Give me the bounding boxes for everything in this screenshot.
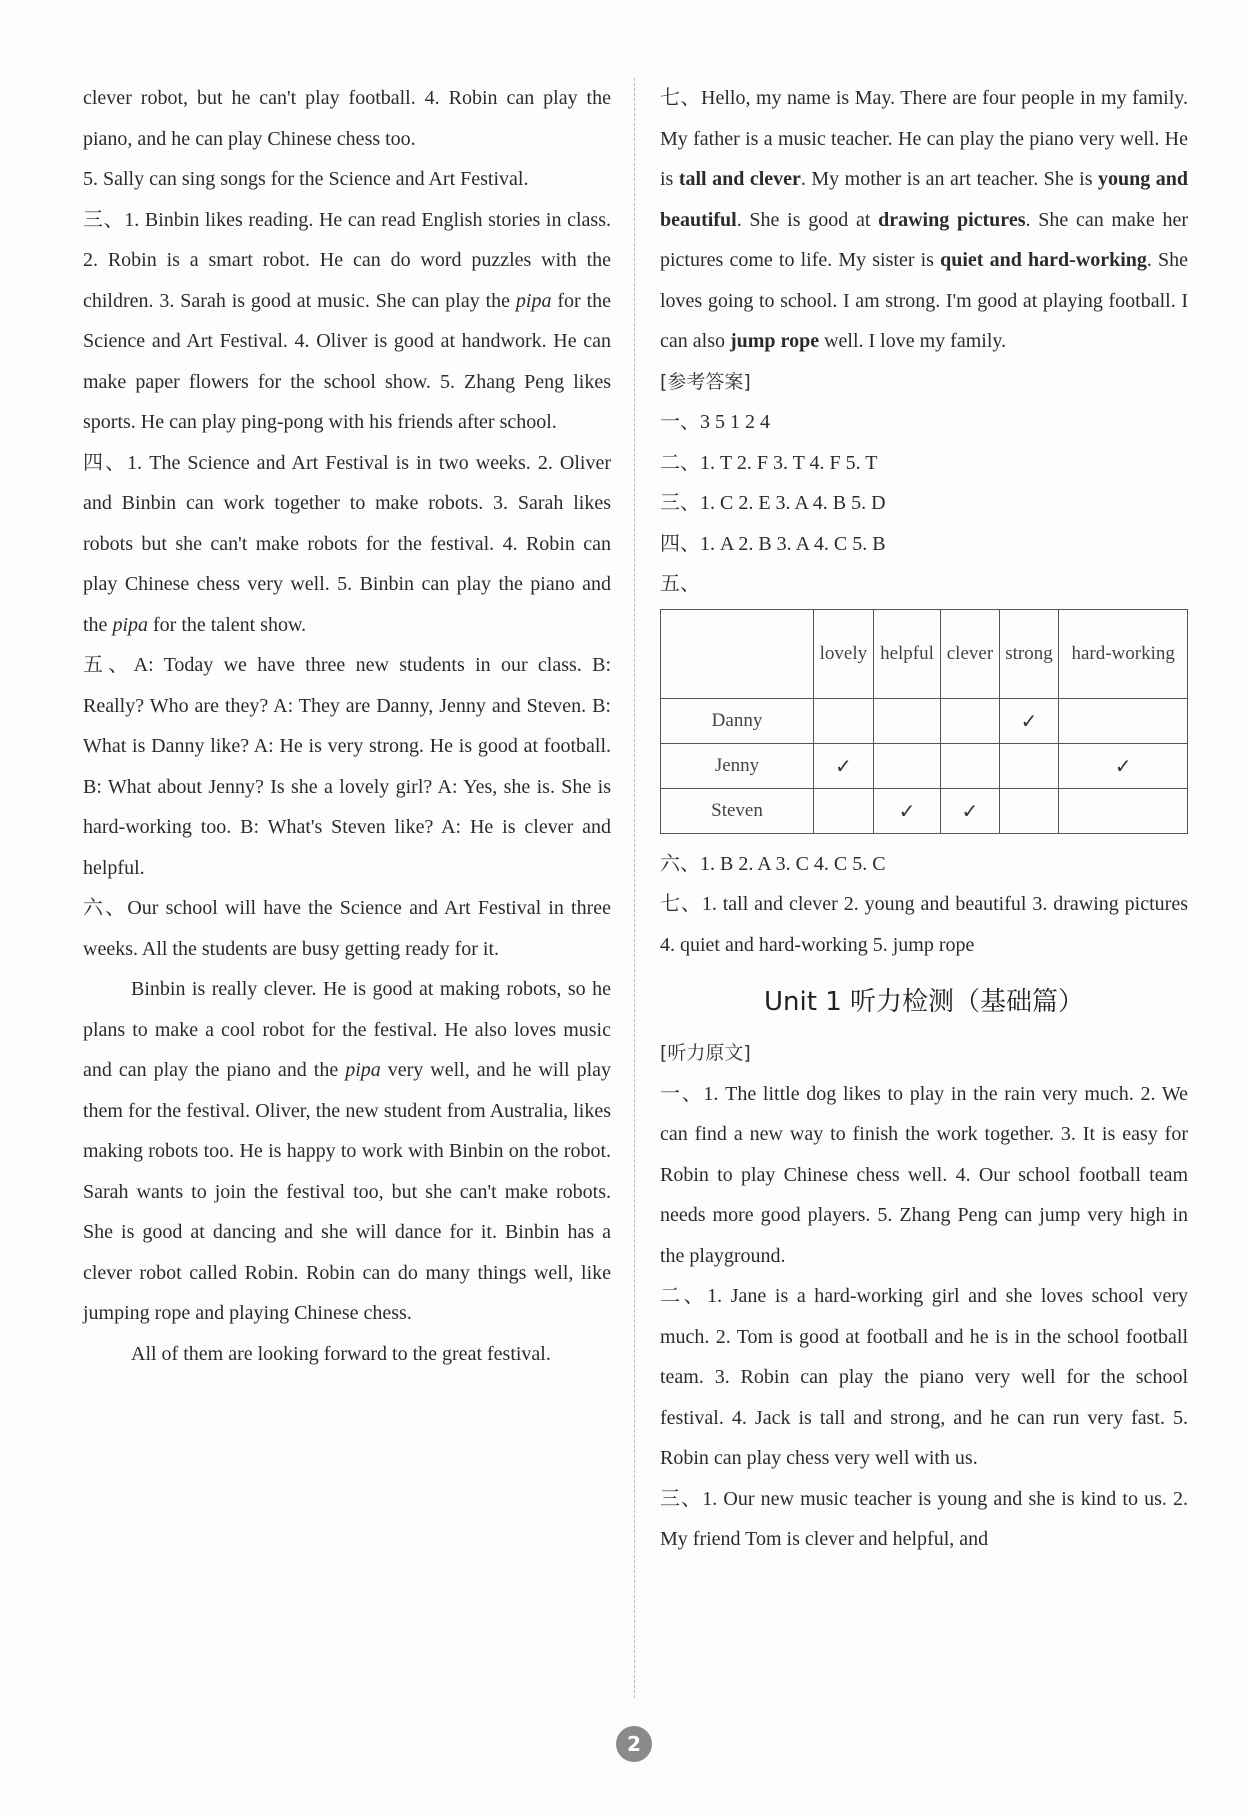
bold-phrase: quiet and hard-working xyxy=(940,249,1147,271)
passage-paragraph xyxy=(660,78,1188,362)
page-number-badge: 2 xyxy=(616,1726,652,1762)
text-span: 四、1. The Science and Art Festival is in two weeks. 2. Oliver and Binbin can work together to make robots. 3. Sarah likes robots but she can't make robots for the festival. 4. Robin can play Chinese chess very well. 5. Binbin can play the piano and the xyxy=(83,451,611,636)
check-cell: ✓ xyxy=(999,698,1059,743)
answer-table xyxy=(660,609,1188,834)
table-header-row xyxy=(661,609,1188,698)
listening-paragraph: 三、1. Our new music teacher is young and she is kind to us. 2. My friend Tom is clever and helpful, and xyxy=(660,1487,1188,1550)
check-cell xyxy=(873,698,941,743)
text-span: for the Science and Art Festival. 4. Oliver is good at handwork. He can make paper flowers for the school show. 5. Zhang Peng likes sports. He can play ping-pong with his friends after school. xyxy=(83,289,612,433)
table-corner-cell xyxy=(661,609,814,698)
text-span: 七、Hello, my name is May. There are four people in my family. My father is a music teacher. He can play the piano very well. He is xyxy=(660,87,1188,190)
bold-phrase: jump rope xyxy=(729,330,820,352)
answer-line: 二、1. T 2. F 3. T 4. F 5. T xyxy=(660,451,878,474)
text-span: well. I love my family. xyxy=(824,330,1007,352)
italic-word: pipa xyxy=(112,613,148,636)
check-cell xyxy=(873,743,941,788)
column-header: strong xyxy=(999,609,1059,698)
bold-phrase: tall and clever xyxy=(678,168,801,190)
check-cell xyxy=(814,698,874,743)
table-row xyxy=(661,788,1188,833)
check-cell: ✓ xyxy=(941,788,999,833)
paragraph xyxy=(83,969,611,1334)
table-row xyxy=(661,698,1188,743)
check-cell: ✓ xyxy=(1059,743,1188,788)
text-span: for the talent show. xyxy=(153,613,307,636)
check-cell xyxy=(941,743,999,788)
right-column xyxy=(660,78,1188,1560)
text-span: . She is good at xyxy=(736,208,871,231)
check-cell: ✓ xyxy=(814,743,874,788)
check-cell xyxy=(941,698,999,743)
listening-paragraph: 一、1. The little dog likes to play in the rain very much. 2. We can find a new way to finish the work together. 3. It is easy for Robin to play Chinese chess well. 4. Our school football team needs more good players. 5. Zhang Peng can jump very high in the playground. xyxy=(660,1082,1188,1267)
bold-phrase: young and beautiful xyxy=(660,168,1188,231)
table-row xyxy=(661,743,1188,788)
paragraph xyxy=(83,200,611,443)
listening-paragraph: 二、1. Jane is a hard-working girl and she loves school very much. 2. Tom is good at football and he is in the school football team. 3. Robin can play the piano very well for the school festival. 4. Jack is tall and strong, and he can run very fast. 5. Robin can play chess very well with us. xyxy=(660,1285,1188,1469)
column-header: helpful xyxy=(873,609,941,698)
italic-word: pipa xyxy=(345,1059,381,1081)
text-span: Binbin is really clever. He is good at making robots, so he plans to make a cool robot for the festival. He also loves music and can play the piano and the xyxy=(83,978,611,1081)
text-span: 三、1. Binbin likes reading. He can read English stories in class. 2. Robin is a smart robot. He can do word puzzles with the children. 3. Sarah is good at music. She can play the xyxy=(83,208,611,312)
paragraph: All of them are looking forward to the great festival. xyxy=(131,1342,551,1365)
paragraph xyxy=(83,443,611,646)
check-cell: ✓ xyxy=(873,788,941,833)
paragraph: 六、Our school will have the Science and Art Festival in three weeks. All the students are busy getting ready for it. xyxy=(83,897,611,960)
dialogue-paragraph: 五、A: Today we have three new students in our class. B: Really? Who are they? A: They are Danny, Jenny and Steven. B: What is Danny like? A: He is very strong. He is good at football. B: What about Jenny? Is she a lovely girl? A: Yes, she is. She is hard-working too. B: What's Steven like? A: He is clever and helpful. xyxy=(83,654,611,879)
text-span: very well, and he will play them for the festival. Oliver, the new student from Australia, likes making robots too. He is happy to work with Binbin on the robot. Sarah wants to join the festival too, but she can't make robots. She is good at dancing and she will dance for it. Binbin has a clever robot called Robin. Robin can do many things well, like jumping rope and playing Chinese chess. xyxy=(83,1059,612,1324)
answer-line: 一、3 5 1 2 4 xyxy=(660,411,770,433)
paragraph: clever robot, but he can't play football. 4. Robin can play the piano, and he can play Chinese chess too. xyxy=(83,87,611,150)
answer-line: 四、1. A 2. B 3. A 4. C 5. B xyxy=(660,532,886,555)
answer-line: 六、1. B 2. A 3. C 4. C 5. C xyxy=(660,852,886,875)
column-header: clever xyxy=(941,609,999,698)
left-column xyxy=(83,78,611,1374)
row-name: Steven xyxy=(661,788,814,833)
row-name: Jenny xyxy=(661,743,814,788)
paragraph: 5. Sally can sing songs for the Science and Art Festival. xyxy=(83,168,529,190)
unit-title: Unit 1 听力检测（基础篇） xyxy=(764,987,1084,1017)
answer-heading: [参考答案] xyxy=(660,370,751,393)
check-cell xyxy=(1059,788,1188,833)
column-header: lovely xyxy=(814,609,874,698)
italic-word: pipa xyxy=(515,289,552,312)
check-cell xyxy=(999,743,1059,788)
listening-heading: [听力原文] xyxy=(660,1042,751,1064)
text-span: . My mother is an art teacher. She is xyxy=(800,168,1093,190)
check-cell xyxy=(999,788,1059,833)
check-cell xyxy=(1059,698,1188,743)
text-span: . She can make her pictures come to life. My sister is xyxy=(660,208,1188,271)
column-divider xyxy=(634,78,635,1698)
answer-line: 七、1. tall and clever 2. young and beautiful 3. drawing pictures 4. quiet and hard-working 5. jump rope xyxy=(660,893,1188,956)
answer-line: 三、1. C 2. E 3. A 4. B 5. D xyxy=(660,492,886,514)
column-header: hard-working xyxy=(1059,609,1188,698)
bold-phrase: drawing pictures xyxy=(878,208,1026,231)
check-cell xyxy=(814,788,874,833)
answer-line: 五、 xyxy=(660,573,700,595)
row-name: Danny xyxy=(661,698,814,743)
text-span: . She loves going to school. I am strong. I'm good at playing football. I can also xyxy=(660,249,1189,352)
